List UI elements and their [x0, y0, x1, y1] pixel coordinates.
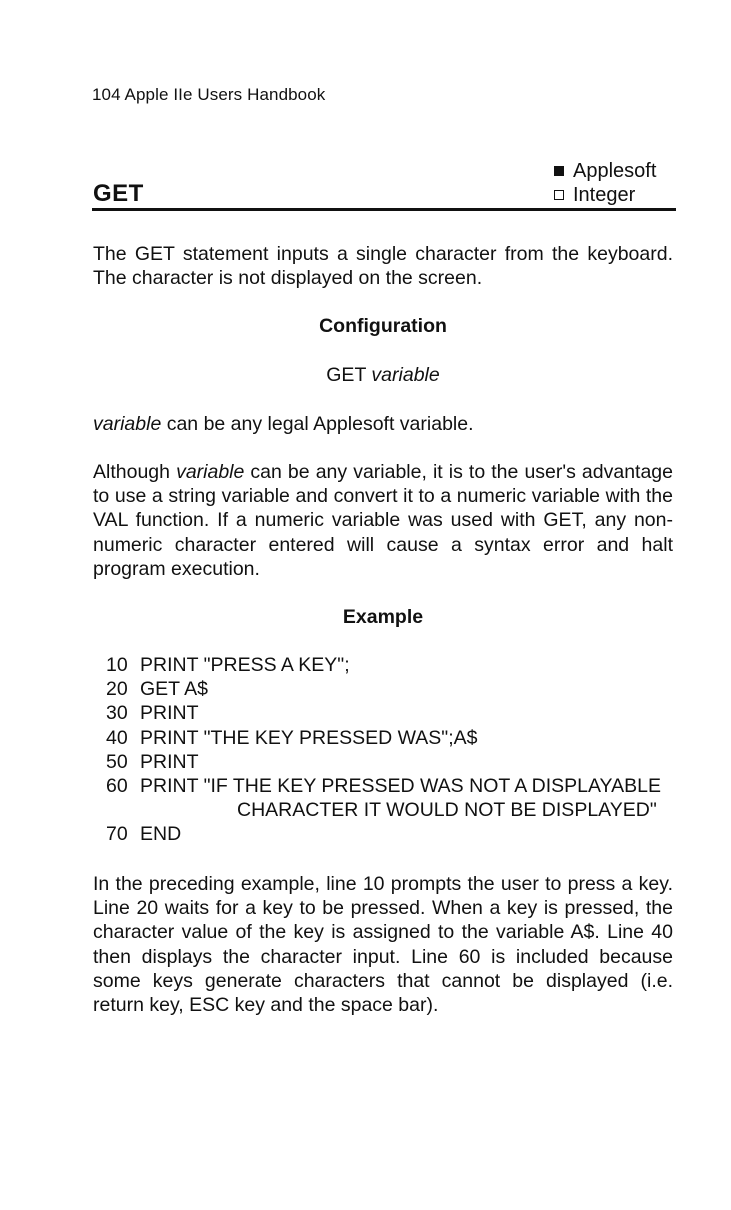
code-listing — [106, 653, 661, 847]
variable-term: variable — [93, 413, 162, 435]
line-number: 20 — [106, 678, 128, 701]
applesoft-label: Applesoft — [573, 160, 657, 182]
line-code: GET A$ — [140, 678, 208, 701]
applesoft-indicator — [554, 159, 656, 183]
code-line — [106, 750, 661, 774]
line-number: 30 — [106, 702, 128, 725]
line-number: 60 — [106, 775, 128, 798]
syntax-line — [93, 364, 673, 387]
advice-text: can be any variable, it is to the user's advantage to use a string variable and convert it to a numeric variable with the VAL function. If a numeric variable was used with GET, any non-numeric character entered will cause a syntax error and halt program execution. — [93, 461, 673, 580]
intro-paragraph: The GET statement inputs a single character from the keyboard. The character is not displayed on the screen. — [93, 243, 673, 290]
syntax-keyword: GET — [326, 364, 366, 386]
filled-square-icon — [554, 166, 564, 176]
line-number: 50 — [106, 750, 128, 773]
line-number: 10 — [106, 654, 128, 676]
line-code: CHARACTER IT WOULD NOT BE DISPLAYED" — [237, 799, 657, 822]
statement-title: GET — [93, 180, 144, 207]
syntax-argument: variable — [371, 364, 440, 386]
line-code: PRINT — [140, 702, 199, 725]
line-code: PRINT "IF THE KEY PRESSED WAS NOT A DISPLAYABLE — [140, 775, 661, 798]
integer-indicator — [554, 183, 656, 207]
line-number — [106, 798, 140, 822]
variable-note — [93, 412, 673, 436]
line-code: PRINT "PRESS A KEY"; — [140, 654, 350, 676]
empty-square-icon — [554, 190, 564, 200]
code-line-continuation — [106, 798, 661, 822]
variable-note-text: can be any legal Applesoft variable. — [161, 413, 474, 435]
code-line — [106, 774, 661, 798]
line-code: PRINT — [140, 750, 199, 773]
code-line — [106, 726, 661, 750]
advice-lead: Although — [93, 461, 177, 483]
code-line — [106, 653, 661, 677]
code-line — [106, 822, 661, 846]
example-heading: Example — [342, 606, 424, 628]
line-code: PRINT "THE KEY PRESSED WAS";A$ — [140, 726, 478, 749]
system-indicator — [554, 159, 656, 207]
line-code: END — [140, 823, 182, 846]
integer-label: Integer — [573, 184, 636, 206]
line-number: 40 — [106, 726, 128, 749]
configuration-heading: Configuration — [319, 315, 447, 337]
code-line — [106, 701, 661, 725]
advice-paragraph — [93, 460, 673, 581]
running-head: 104 Apple IIe Users Handbook — [92, 85, 326, 104]
title-rule — [92, 208, 676, 211]
advice-term: variable — [176, 461, 245, 483]
explanation-paragraph: In the preceding example, line 10 prompts the user to press a key. Line 20 waits for a key to be pressed. When a key is pressed, the character value of the key is assigned to the variable A$. Line 40 then displays the character input. Line 60 is included because some keys generate characters that cannot be displayed (i.e. return key, ESC key and the space bar). — [93, 873, 673, 1017]
line-number: 70 — [106, 823, 128, 846]
code-line — [106, 677, 661, 701]
